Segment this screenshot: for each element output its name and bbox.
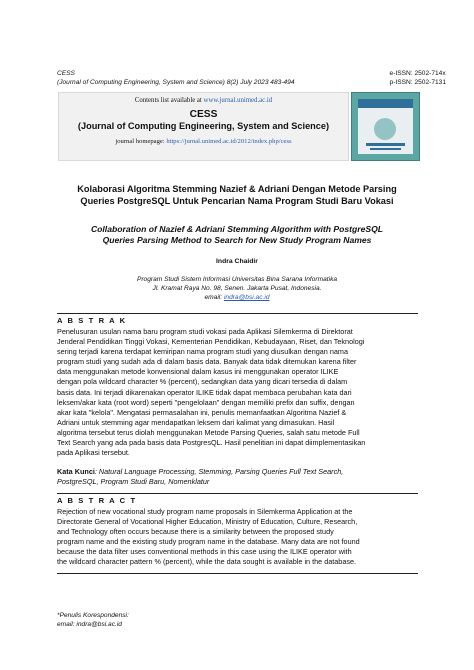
abstract-line: program name and the existing study program name in the database. Many data are not found bbox=[57, 537, 360, 547]
journal-citation: (Journal of Computing Engineering, System and Science) 8(2) July 2023 483-494 bbox=[57, 78, 295, 86]
abstrak-line: dengan pola wildcard character % (percent), sedangkan data yang dicari tersedia di dalam bbox=[57, 377, 348, 387]
author-name: Indra Chaidir bbox=[216, 258, 258, 265]
title-indonesian bbox=[40, 184, 434, 207]
footnote-email: email: indra@bsi.ac.id bbox=[57, 621, 122, 628]
title-en-line-2: Queries Parsing Method to Search for New Study Program Names bbox=[102, 235, 372, 246]
abstrak-line: Jenderal Pendidikan Tinggi Vokasi, Kementerian Pendidikan, Kebudayaan, Riset, dan Teknologi bbox=[57, 337, 365, 347]
abstrak-line: data menggunakan metode konvensional dalam kasus ini menggunakan operator ILIKE bbox=[57, 367, 339, 377]
abstrak-line: program studi yang sudah ada di dalam basis data. Banyak data tidak ditemukan karena filter bbox=[57, 357, 357, 367]
title-en-line-1: Collaboration of Nazief & Adriani Stemming Algorithm with PostgreSQL bbox=[90, 224, 384, 234]
affiliation-line-2: Jl. Kramat Raya No. 98, Senen. Jakarta Pusat, Indonesia. bbox=[152, 285, 322, 293]
abstrak-heading: A B S T R A K bbox=[57, 316, 127, 325]
homepage-prefix: journal homepage: bbox=[115, 138, 167, 145]
abstrak-line: sering terjadi karena terdapat kemiripan nama program studi yang diusulkan dengan nama bbox=[57, 347, 348, 357]
cover-graphic bbox=[352, 93, 419, 160]
running-header-right bbox=[390, 70, 446, 87]
p-issn: p-ISSN: 2502-7131 bbox=[389, 78, 446, 86]
homepage-line bbox=[59, 138, 348, 145]
journal-short-title: CESS bbox=[189, 109, 218, 120]
keywords bbox=[57, 467, 418, 487]
email-label: email: bbox=[204, 294, 224, 302]
contents-link[interactable]: www.jurnal.unimed.ac.id bbox=[203, 97, 273, 104]
abstrak-line: basis data. Ini terjadi dikarenakan operator ILIKE tidak dapat membaca perubahan kata dari bbox=[57, 387, 352, 397]
journal-abbrev: CESS bbox=[57, 70, 75, 77]
abstrak-line: algoritma tersebut terus diolah menggunakan Metode Parsing Queries, salah satu metode Full bbox=[57, 427, 360, 437]
keywords-line-2 bbox=[57, 477, 418, 487]
divider-rule bbox=[57, 573, 418, 574]
affiliation-line-1: Program Studi Sistem Informasi Universitas Bina Sarana Informatika bbox=[136, 276, 338, 283]
e-issn: e-ISSN: 2502-714x bbox=[389, 70, 446, 77]
contents-prefix: Contents list available at bbox=[134, 97, 204, 104]
contents-line bbox=[59, 97, 348, 104]
homepage-link[interactable]: https://jurnal.unimed.ac.id/2012/index.php/cess bbox=[166, 138, 292, 145]
footnote-label: *Penulis Korespondensi: bbox=[57, 612, 129, 619]
abstract-line: the wildcard character pattern % (percent), while the data sought is available in the database. bbox=[57, 557, 357, 567]
divider-rule bbox=[57, 313, 418, 314]
title-id-line-2: Queries PostgreSQL Untuk Pencarian Nama Program Studi Baru Vokasi bbox=[80, 195, 394, 206]
keywords-line-1 bbox=[57, 467, 418, 477]
abstract-heading: A B S T R A C T bbox=[57, 496, 137, 505]
abstrak-line: pada Aplikasi tersebut. bbox=[57, 448, 130, 458]
footnote bbox=[57, 611, 129, 629]
journal-cover-image bbox=[351, 92, 420, 161]
abstract-line: because the data filter uses conventional methods in this case using the ILIKE operator with bbox=[57, 547, 352, 557]
abstrak-line: Penelusuran usulan nama baru program studi vokasi pada Aplikasi Silemkerma di Direktorat bbox=[57, 327, 353, 336]
affiliation-email-line bbox=[0, 293, 474, 302]
abstrak-line: Adriani untuk stemming agar mendapatkan leksem dari kalimat yang dimasukan. Hasil bbox=[57, 417, 335, 427]
abstrak-line: akar kata "kelola". Mengatasi permasalahan ini, penulis memanfaatkan Algoritma Nazief & bbox=[57, 407, 347, 417]
journal-full-title: (Journal of Computing Engineering, System and Science) bbox=[77, 121, 330, 131]
keywords-label: Kata Kunci bbox=[57, 467, 95, 476]
title-english bbox=[40, 224, 434, 247]
author-email-link[interactable]: indra@bsi.ac.id bbox=[223, 294, 270, 302]
abstrak-body bbox=[57, 327, 418, 458]
keywords-text-2: PostgreSQL, Program Studi Baru, Nomenklatur bbox=[57, 477, 210, 487]
abstract-line: Rejection of new vocational study program name proposals in Silemkerma Application at the bbox=[57, 507, 353, 516]
running-header-left bbox=[57, 70, 295, 87]
journal-masthead bbox=[58, 92, 349, 161]
affiliation bbox=[0, 275, 474, 303]
abstrak-line: Text Search yang ada pada basis data PostgresQL. Hasil penelitian ini dapat diimplementasikan bbox=[57, 438, 366, 448]
abstract-line: and Technology often occurs because there is a similarity between the proposed study bbox=[57, 527, 334, 537]
divider-rule bbox=[57, 493, 418, 494]
abstract-body bbox=[57, 507, 418, 568]
abstrak-line: leksem/akar kata (root word) seperti "pengelolaan" dengan memiliki prefix dan suffix, dengan bbox=[57, 397, 355, 407]
abstract-line: Directorate General of Vocational Higher Education, Ministry of Education, Culture, Research, bbox=[57, 517, 358, 527]
title-id-line-1: Kolaborasi Algoritma Stemming Nazief & Adriani Dengan Metode Parsing bbox=[77, 184, 397, 194]
keywords-text: : Natural Language Processing, Stemming, Parsing Queries Full Text Search, bbox=[94, 467, 344, 476]
